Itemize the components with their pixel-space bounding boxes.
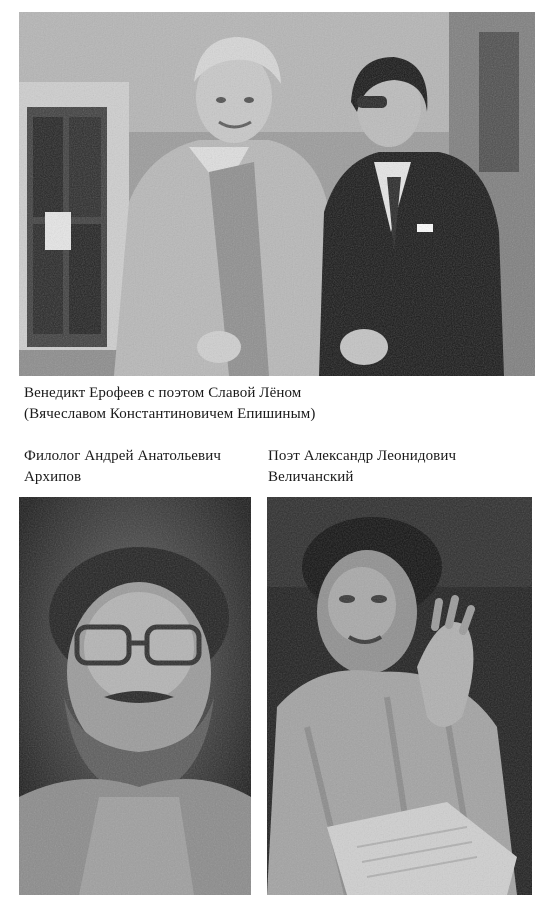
caption-arkhipov bbox=[24, 446, 221, 488]
photo-velichansky-image bbox=[267, 497, 532, 895]
caption-erofeev-and-len-line2: (Вячеславом Константиновичем Епишиным) bbox=[24, 406, 316, 422]
photo-velichansky bbox=[267, 497, 532, 895]
photo-erofeev-and-len-image bbox=[19, 12, 535, 376]
caption-velichansky bbox=[268, 446, 456, 488]
caption-velichansky-line2: Величанский bbox=[268, 469, 354, 485]
caption-arkhipov-line1: Филолог Андрей Анатольевич bbox=[24, 448, 222, 464]
caption-arkhipov-line2: Архипов bbox=[24, 469, 82, 485]
photo-erofeev-and-len bbox=[19, 12, 535, 376]
caption-velichansky-line1: Поэт Александр Леонидович bbox=[268, 448, 457, 464]
photo-arkhipov bbox=[19, 497, 251, 895]
photo-arkhipov-image bbox=[19, 497, 251, 895]
caption-erofeev-and-len-line1: Венедикт Ерофеев с поэтом Славой Лёном bbox=[24, 385, 302, 401]
caption-erofeev-and-len bbox=[24, 383, 315, 425]
